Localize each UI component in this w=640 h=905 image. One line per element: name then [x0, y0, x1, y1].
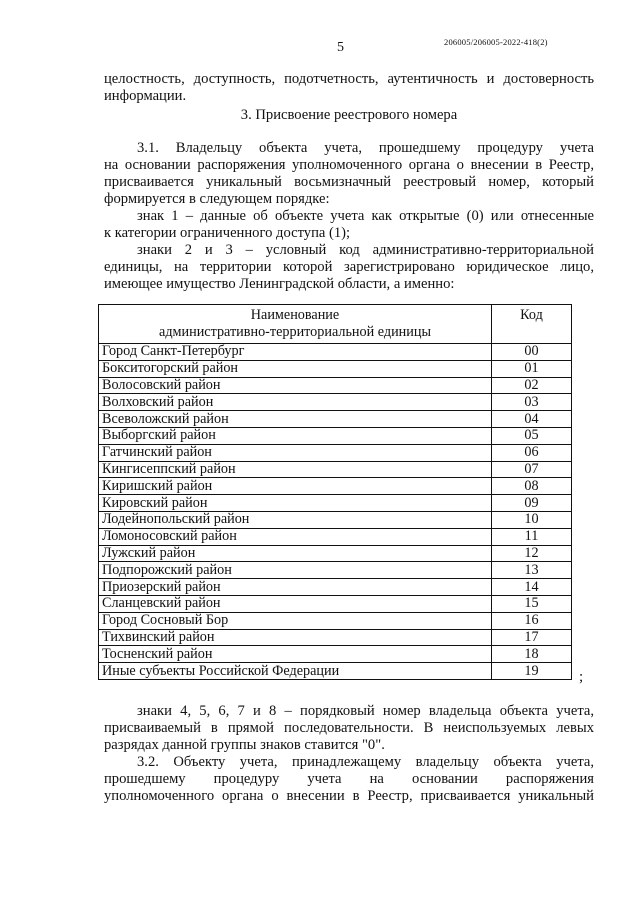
unit-code-cell: 03: [492, 394, 572, 411]
unit-name-cell: Иные субъекты Российской Федерации: [99, 663, 492, 680]
table-row: [99, 444, 572, 461]
p32-line-3: уполномоченного органа о внесении в Реестр, присваивается уникальный: [104, 788, 594, 804]
table-row: [99, 629, 572, 646]
section-title: 3. Присвоение реестрового номера: [240, 107, 458, 123]
p32-line-2: прошедшему процедуру учета на основании распоряжения: [104, 771, 594, 787]
unit-name-cell: Приозерский район: [99, 579, 492, 596]
unit-name-cell: Бокситогорский район: [99, 360, 492, 377]
unit-name-cell: Волосовский район: [99, 377, 492, 394]
table-terminator: ;: [579, 669, 584, 685]
sign48-line-2: присваиваемый в прямой последовательности. В неиспользуемых левых: [104, 720, 594, 736]
p31-line-2: на основании распоряжения уполномоченного органа о внесении в Реестр,: [104, 157, 594, 173]
unit-name-cell: Город Сосновый Бор: [99, 612, 492, 629]
table-row: [99, 377, 572, 394]
table-row: [99, 663, 572, 680]
sign23-line-3: имеющее имущество Ленинградской области, а именно:: [104, 276, 455, 292]
table-row: [99, 562, 572, 579]
table-row: [99, 394, 572, 411]
unit-code-cell: 16: [492, 612, 572, 629]
unit-name-cell: Тихвинский район: [99, 629, 492, 646]
document-id: 206005/206005-2022-418(2): [444, 37, 548, 47]
p31-line-3: присваивается уникальный восьмизначный реестровый номер, который: [104, 174, 594, 190]
unit-code-cell: 08: [492, 478, 572, 495]
table-row: [99, 344, 572, 361]
unit-name-cell: Кировский район: [99, 495, 492, 512]
unit-name-cell: Гатчинский район: [99, 444, 492, 461]
unit-code-cell: 13: [492, 562, 572, 579]
p31-line-1: 3.1. Владельцу объекта учета, прошедшему процедуру учета: [137, 140, 594, 156]
unit-name-cell: Лодейнопольский район: [99, 511, 492, 528]
unit-name-cell: Сланцевский район: [99, 595, 492, 612]
table-row: [99, 579, 572, 596]
unit-code-cell: 07: [492, 461, 572, 478]
unit-name-cell: Лужский район: [99, 545, 492, 562]
p32-line-1: 3.2. Объекту учета, принадлежащему владельцу объекта учета,: [137, 754, 594, 770]
header-name-cell: [99, 305, 492, 344]
unit-name-cell: Город Санкт-Петербург: [99, 344, 492, 361]
intro-line-1: целостность, доступность, подотчетность, аутентичность и достоверность: [104, 71, 594, 87]
unit-code-cell: 09: [492, 495, 572, 512]
unit-code-cell: 17: [492, 629, 572, 646]
table-row: [99, 545, 572, 562]
table-row: [99, 427, 572, 444]
table-row: [99, 528, 572, 545]
unit-code-cell: 02: [492, 377, 572, 394]
unit-code-cell: 06: [492, 444, 572, 461]
unit-code-cell: 05: [492, 427, 572, 444]
sign48-line-3: разрядах данной группы знаков ставится "0".: [104, 737, 385, 753]
unit-name-cell: Ломоносовский район: [99, 528, 492, 545]
unit-code-cell: 14: [492, 579, 572, 596]
intro-line-2: информации.: [104, 88, 187, 104]
header-name-line-2: административно-территориальной единицы: [159, 324, 431, 340]
unit-code-cell: 01: [492, 360, 572, 377]
unit-name-cell: Подпорожский район: [99, 562, 492, 579]
table-row: [99, 595, 572, 612]
header-code-cell: Код: [492, 305, 572, 344]
unit-code-cell: 12: [492, 545, 572, 562]
unit-code-cell: 18: [492, 646, 572, 663]
p31-line-4: формируется в следующем порядке:: [104, 191, 330, 207]
unit-name-cell: Киришский район: [99, 478, 492, 495]
unit-name-cell: Кингисеппский район: [99, 461, 492, 478]
table-row: [99, 411, 572, 428]
sign1-line-2: к категории ограниченного доступа (1);: [104, 225, 351, 241]
unit-code-cell: 04: [492, 411, 572, 428]
table-row: [99, 511, 572, 528]
table-row: [99, 461, 572, 478]
unit-code-cell: 10: [492, 511, 572, 528]
sign23-line-1: знаки 2 и 3 – условный код административно-территориальной: [137, 242, 594, 258]
unit-code-cell: 11: [492, 528, 572, 545]
table-row: [99, 495, 572, 512]
unit-name-cell: Волховский район: [99, 394, 492, 411]
sign1-line-1: знак 1 – данные об объекте учета как открытые (0) или отнесенные: [137, 208, 594, 224]
sign23-line-2: единицы, на территории которой зарегистрировано юридическое лицо,: [104, 259, 594, 275]
header-name-line-1: Наименование: [250, 307, 340, 323]
unit-code-cell: 19: [492, 663, 572, 680]
unit-code-cell: 15: [492, 595, 572, 612]
table-header-row: [99, 305, 572, 344]
unit-code-cell: 00: [492, 344, 572, 361]
table-row: [99, 478, 572, 495]
table-row: [99, 360, 572, 377]
sign48-line-1: знаки 4, 5, 6, 7 и 8 – порядковый номер владельца объекта учета,: [137, 703, 594, 719]
table-row: [99, 646, 572, 663]
unit-name-cell: Тосненский район: [99, 646, 492, 663]
territorial-codes-table: [98, 304, 572, 680]
table-row: [99, 612, 572, 629]
page-number: 5: [337, 40, 344, 55]
unit-name-cell: Всеволожский район: [99, 411, 492, 428]
unit-name-cell: Выборгский район: [99, 427, 492, 444]
